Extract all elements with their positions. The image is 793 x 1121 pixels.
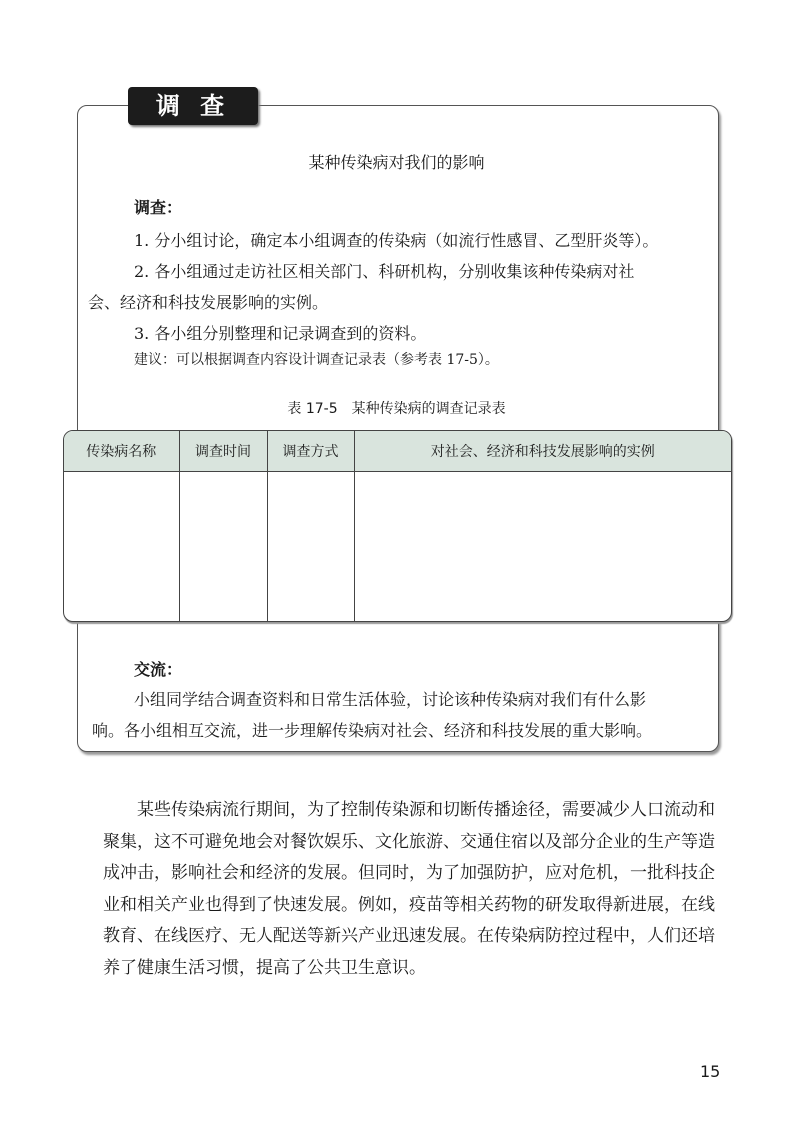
table-row [64, 472, 731, 622]
body-paragraph: 某些传染病流行期间，为了控制传染源和切断传播途径，需要减少人口流动和聚集，这不可避免地会对餐饮娱乐、文化旅游、交通住宿以及部分企业的生产等造成冲击，影响社会和经济的发展。但同时，为了加强防护，应对危机，一批科技企业和相关产业也得到了快速发展。例如，疫苗等相关药物的研发取得新进展，在线教育、在线医疗、无人配送等新兴产业迅速发展。在传染病防控过程中，人们还培养了健康生活习惯，提高了公共卫生意识。 [103, 800, 715, 978]
table-header: 调查方式 [267, 431, 354, 472]
exchange-heading: 交流： [134, 660, 183, 679]
table-cell[interactable] [267, 472, 354, 622]
survey-step-2-cont: 会、经济和科技发展影响的实例。 [88, 293, 329, 312]
table-header: 传染病名称 [64, 431, 179, 472]
survey-step-1: 1. 分小组讨论，确定本小组调查的传染病（如流行性感冒、乙型肝炎等）。 [134, 231, 659, 250]
exchange-line-1: 小组同学结合调查资料和日常生活体验，讨论该种传染病对我们有什么影 [134, 690, 647, 709]
page-number: 15 [700, 1062, 721, 1081]
survey-heading: 调查： [134, 198, 183, 217]
table-cell[interactable] [179, 472, 267, 622]
table-cell[interactable] [64, 472, 179, 622]
survey-step-2: 2. 各小组通过走访社区相关部门、科研机构，分别收集该种传染病对社 [134, 262, 635, 281]
activity-title: 某种传染病对我们的影响 [308, 153, 485, 172]
record-table [63, 430, 732, 622]
exchange-line-2: 响。各小组相互交流，进一步理解传染病对社会、经济和科技发展的重大影响。 [92, 721, 653, 740]
table-caption: 表 17-5 某种传染病的调查记录表 [287, 401, 506, 417]
survey-suggestion: 建议：可以根据调查内容设计调查记录表（参考表 17-5）。 [134, 352, 499, 368]
section-tag: 调 查 [128, 87, 258, 125]
table-header: 调查时间 [179, 431, 267, 472]
table-cell[interactable] [354, 472, 731, 622]
table-header: 对社会、经济和科技发展影响的实例 [354, 431, 731, 472]
survey-step-3: 3. 各小组分别整理和记录调查到的资料。 [134, 324, 427, 343]
